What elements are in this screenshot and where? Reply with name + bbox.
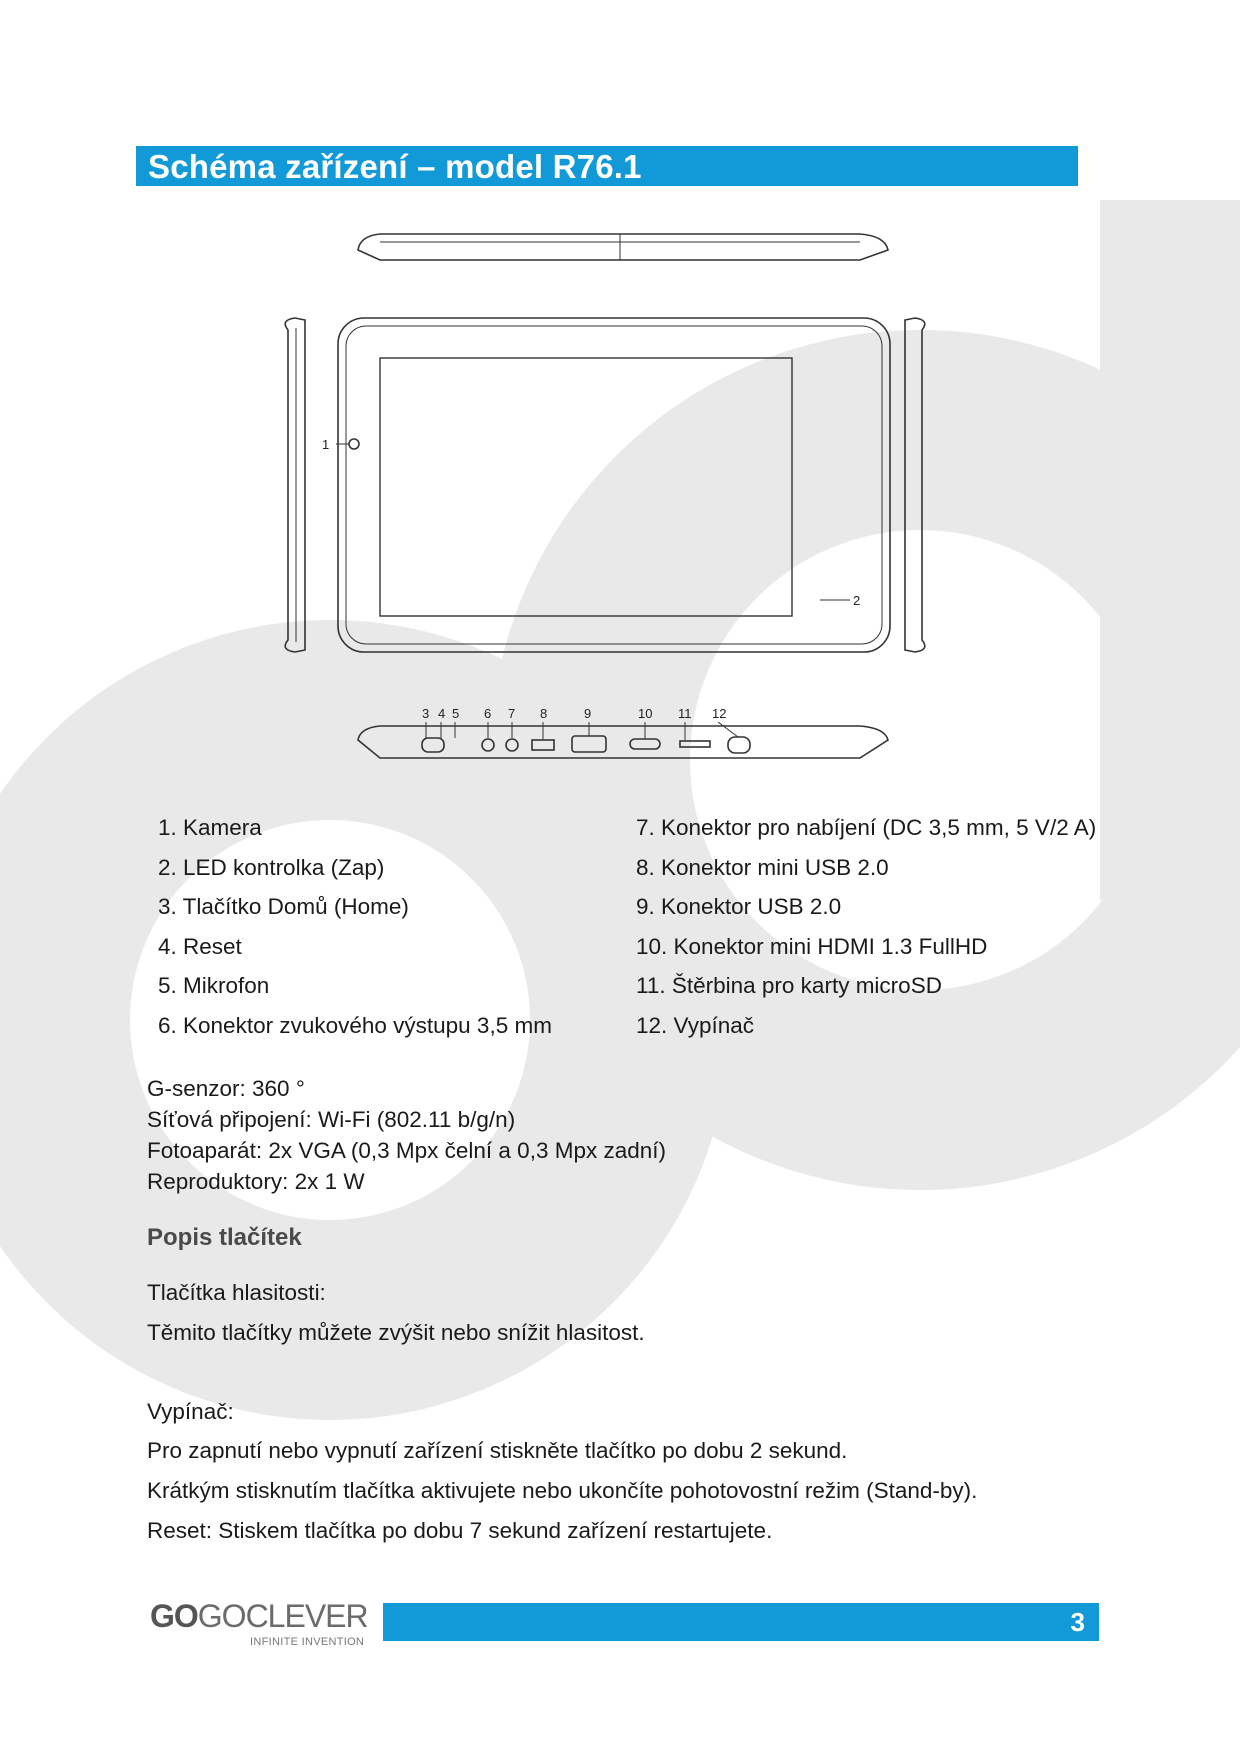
list-item: 7. Konektor pro nabíjení (DC 3,5 mm, 5 V/2 A): [636, 815, 1097, 840]
callout-7: 7: [508, 706, 516, 721]
list-item: 3. Tlačítko Domů (Home): [158, 894, 409, 919]
title-bar: [136, 146, 1078, 186]
footer-bar: [383, 1603, 1099, 1641]
device-diagram: [322, 220, 900, 790]
spec-line: G-senzor: 360 °: [147, 1076, 305, 1101]
callout-4: 4: [438, 706, 446, 721]
reset-text: Reset: Stiskem tlačítka po dobu 7 sekund zařízení restartujete.: [147, 1518, 773, 1543]
brand-logo: [150, 1598, 368, 1648]
spec-line: Fotoaparát: 2x VGA (0,3 Mpx čelní a 0,3 Mpx zadní): [147, 1138, 667, 1163]
power-label: Vypínač:: [147, 1399, 234, 1424]
callout-3: 3: [422, 706, 430, 721]
callout-9: 9: [584, 706, 592, 721]
callout-10: 10: [638, 706, 653, 721]
page-number: 3: [1070, 1607, 1085, 1637]
parts-list-left: [158, 808, 552, 1045]
list-item: 10. Konektor mini HDMI 1.3 FullHD: [636, 933, 988, 959]
callout-2: 2: [853, 593, 861, 608]
list-item: 4. Reset: [158, 933, 242, 959]
list-item: 5. Mikrofon: [158, 973, 270, 998]
list-item: 9. Konektor USB 2.0: [636, 894, 842, 919]
power-text-2: Krátkým stisknutím tlačítka aktivujete nebo ukončíte pohotovostní režim (Stand-by).: [147, 1478, 978, 1503]
callout-11: 11: [678, 706, 692, 721]
specs-block: [147, 1073, 666, 1197]
list-item: 8. Konektor mini USB 2.0: [636, 854, 889, 880]
spec-line: Síťová připojení: Wi-Fi (802.11 b/g/n): [147, 1107, 516, 1132]
volume-label: Tlačítka hlasitosti:: [147, 1280, 326, 1305]
power-text-1: Pro zapnutí nebo vypnutí zařízení stiskněte tlačítko po dobu 2 sekund.: [147, 1438, 848, 1463]
brand-tagline: INFINITE INVENTION: [250, 1636, 365, 1648]
callout-8: 8: [540, 706, 548, 721]
callout-12: 12: [712, 706, 727, 721]
list-item: 2. LED kontrolka (Zap): [158, 854, 385, 880]
list-item: 1. Kamera: [158, 815, 262, 840]
page-title: Schéma zařízení – model R76.1: [148, 148, 642, 185]
section-heading: Popis tlačítek: [147, 1224, 302, 1251]
list-item: 6. Konektor zvukového výstupu 3,5 mm: [158, 1012, 552, 1038]
list-item: 11. Štěrbina pro karty microSD: [636, 973, 942, 998]
list-item: 12. Vypínač: [636, 1012, 754, 1038]
brand-mark: GO: [150, 1598, 198, 1634]
callout-5: 5: [452, 706, 460, 721]
callout-6: 6: [484, 706, 492, 721]
callout-1: 1: [322, 437, 330, 452]
volume-text: Těmito tlačítky můžete zvýšit nebo snížit hlasitost.: [147, 1320, 645, 1345]
spec-line: Reproduktory: 2x 1 W: [147, 1169, 365, 1194]
parts-list-right: [636, 808, 1096, 1045]
brand-name: GOCLEVER: [197, 1598, 368, 1634]
